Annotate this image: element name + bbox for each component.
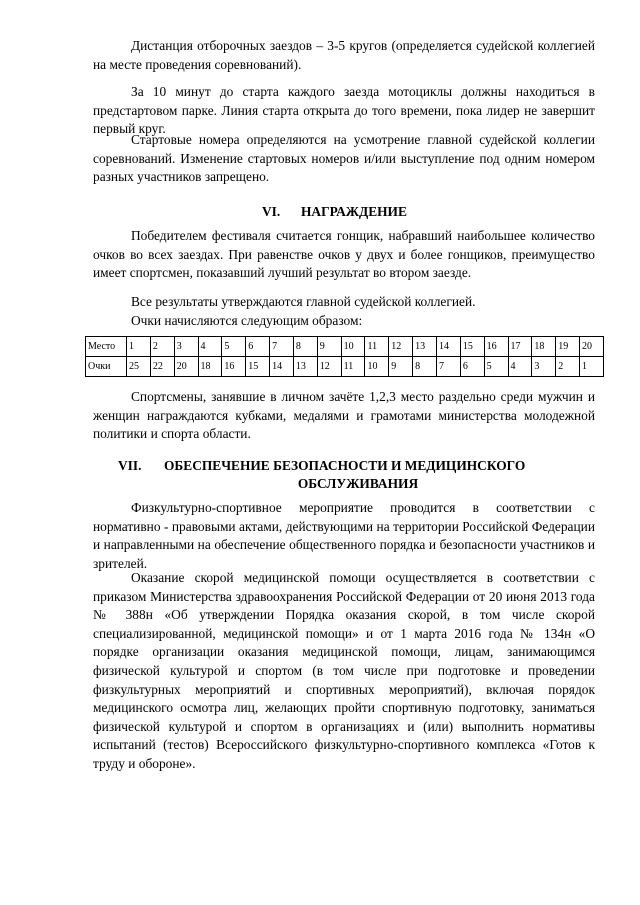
points-cell: 18 [198,357,222,377]
points-cell: 16 [222,357,246,377]
section-heading-safety [118,457,598,497]
points-cell: 8 [413,357,437,377]
place-cell: 2 [150,337,174,357]
points-table [85,336,604,377]
table-row [86,337,604,357]
place-cell: 6 [246,337,270,357]
place-cell: 5 [222,337,246,357]
points-cell: 5 [484,357,508,377]
paragraph-qualifying-distance: Дистанция отборочных заездов – 3-5 кругов (определяется судейской коллегией на месте проведения соревнований). [93,38,595,72]
section-number: VII. [118,458,142,473]
paragraph-prize-winners: Спортсмены, занявшие в личном зачёте 1,2,3 место раздельно среди мужчин и женщин награждаются кубками, медалями и грамотами министерства молодежной политики и спорта области. [93,389,595,442]
paragraph-pre-start-park: За 10 минут до старта каждого заезда мотоциклы должны находиться в предстартовом парке. Линия старта открыта до того времени, пока лидер не завершит первый круг. [93,84,595,137]
points-cell: 6 [460,357,484,377]
place-cell: 15 [460,337,484,357]
paragraph-points-intro: Очки начисляются следующим образом: [131,313,363,328]
points-cell: 2 [556,357,580,377]
points-cell: 10 [365,357,389,377]
paragraph-winner: Победителем фестиваля считается гонщик, набравший наибольшее количество очков во всех заездах. При равенстве очков у двух и более гонщиков, преимущество имеет спортсмен, показавший лучший результат во втором заезде. [93,228,595,281]
place-cell: 3 [174,337,198,357]
points-cell: 15 [246,357,270,377]
place-cell: 9 [317,337,341,357]
paragraph-results-approval: Все результаты утверждаются главной судейской коллегией. [131,294,476,309]
section-title-continued: ОБСЛУЖИВАНИЯ [297,476,419,491]
place-cell: 12 [389,337,413,357]
points-cell: 12 [317,357,341,377]
points-cell: 7 [436,357,460,377]
place-cell: 17 [508,337,532,357]
points-cell: 9 [389,357,413,377]
points-cell: 14 [270,357,294,377]
place-cell: 4 [198,337,222,357]
section-title: НАГРАЖДЕНИЕ [301,204,407,219]
place-cell: 18 [532,337,556,357]
points-cell: 13 [293,357,317,377]
place-cell: 11 [365,337,389,357]
place-cell: 7 [270,337,294,357]
points-cell: 22 [150,357,174,377]
place-cell: 16 [484,337,508,357]
paragraph-medical-care: Оказание скорой медицинской помощи осуществляется в соответствии с приказом Министерства здравоохранения Российской Федерации от 20 июня 2013 года № 388н «Об утверждении Порядка оказания скорой, в том числе скорой специализированной, медицинской помощи» и от 1 марта 2016 года № 134н «О порядке организации оказания медицинской помощи, лицам, занимающимся физической культурой и спортом (в том числе при подготовке и проведении физкультурных мероприятий и спортивных мероприятий), включая порядок медицинского осмотра лиц, желающих пройти спортивную подготовку, заниматься физической культурой и спортом в организациях и (или) выполнить нормативы испытаний (тестов) Всероссийского физкультурно-спортивного комплекса «Готов к труду и обороне». [93,570,595,771]
points-cell: 4 [508,357,532,377]
place-cell: 1 [127,337,151,357]
section-number: VI. [262,204,281,219]
points-cell: 3 [532,357,556,377]
place-cell: 8 [293,337,317,357]
points-cell: 1 [580,357,604,377]
place-cell: 13 [413,337,437,357]
section-title: ОБЕСПЕЧЕНИЕ БЕЗОПАСНОСТИ И МЕДИЦИНСКОГО [164,458,526,473]
row-label: Очки [86,357,127,377]
place-cell: 10 [341,337,365,357]
place-cell: 14 [436,337,460,357]
points-cell: 20 [174,357,198,377]
points-cell: 25 [127,357,151,377]
table-row [86,357,604,377]
row-label: Место [86,337,127,357]
paragraph-start-numbers: Стартовые номера определяются на усмотрение главной судейской коллегии соревнований. Изменение стартовых номеров и/или выступление под одним номером разных участников запрещено. [93,132,595,185]
place-cell: 19 [556,337,580,357]
place-cell: 20 [580,337,604,357]
paragraph-legal-compliance: Физкультурно-спортивное мероприятие проводится в соответствии с нормативно - правовыми актами, действующими на территории Российской Федерации и направленными на обеспечение общественного порядка и безопасности участников и зрителей. [93,500,595,571]
points-cell: 11 [341,357,365,377]
